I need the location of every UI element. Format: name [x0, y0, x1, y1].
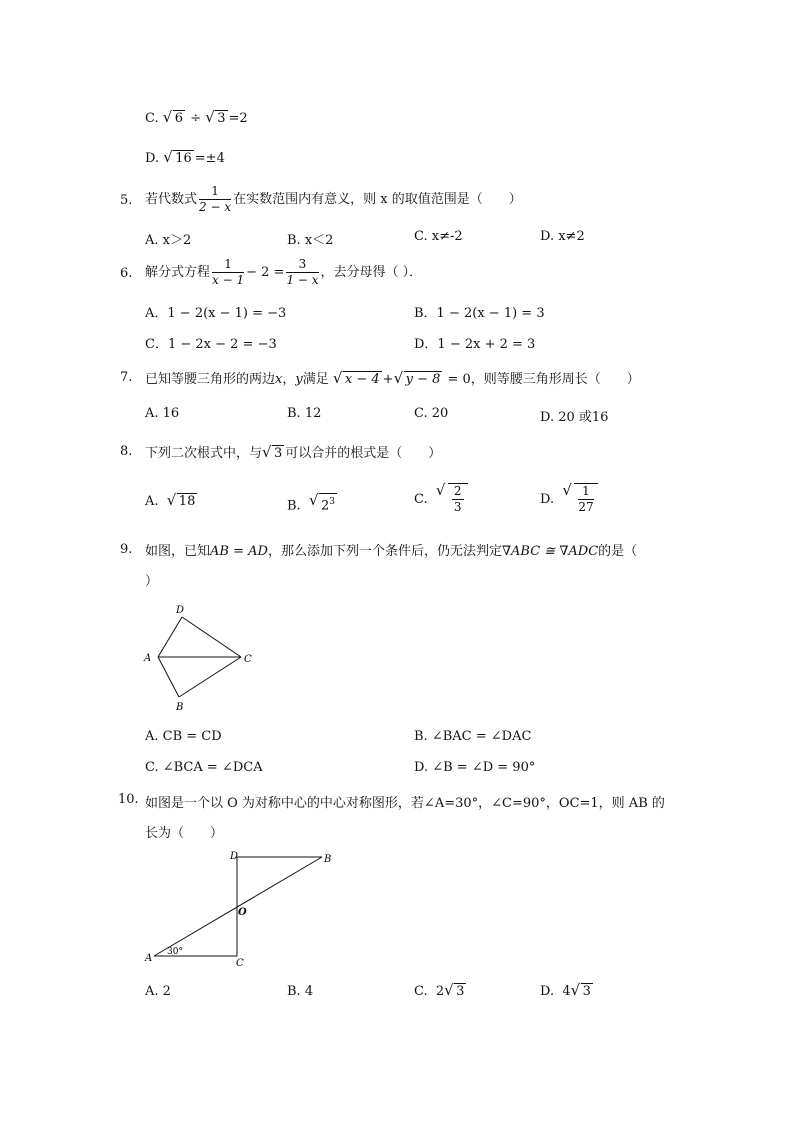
- q7-option-c: C. 20: [414, 406, 449, 421]
- q8-number: 8.: [120, 444, 133, 459]
- q5-option-d: D. x≠2: [540, 229, 585, 244]
- q9-segment-dc: [182, 617, 241, 657]
- q9-label-d: D: [176, 605, 185, 616]
- q5-stem: 若代数式 $\frac{1}{2 - x}$ 在实数范围内有意义，则 x 的取值范围是（ ）: [145, 184, 522, 214]
- q10-label-d: D: [230, 851, 239, 862]
- q10-stem-line1: 如图是一个以 O 为对称中心的中心对称图形，若∠A=30°，∠C=90°，OC=1，则 AB 的: [145, 796, 665, 811]
- q8-option-a: A. √ 18: [145, 493, 198, 510]
- q9-label-c: C: [244, 654, 252, 665]
- q10-stem-line2: 长为（ ）: [145, 826, 224, 841]
- q10-option-c: C. 2√ 3: [414, 983, 467, 1000]
- q10-option-a: A. 2: [145, 984, 171, 999]
- q7-number: 7.: [120, 370, 133, 385]
- q9-option-b: B. ∠BAC = ∠DAC: [414, 729, 532, 744]
- q9-option-a: A. CB = CD: [145, 729, 222, 744]
- q6-option-d: D．1 − 2x + 2 = 3: [414, 337, 536, 352]
- q5-option-c: C. x≠-2: [414, 229, 463, 244]
- q6-stem: 解分式方程 $\frac{1}{x - 1}$ − 2 = $\frac{3}{1 - x}$ ，去分母得（ ）．: [145, 257, 423, 287]
- q10-label-a: A: [145, 953, 153, 964]
- q9-number: 9.: [120, 542, 133, 557]
- q5-number: 5.: [120, 193, 133, 208]
- q5-option-a: A. x＞2: [145, 233, 192, 248]
- q7-option-d: D. 20 或16: [540, 410, 609, 425]
- q9-segment-ad: [158, 617, 182, 657]
- q6-option-b: B．1 − 2(x − 1) = 3: [414, 306, 545, 321]
- q10-angle-label: 30°: [167, 947, 183, 957]
- q10-label-o: O: [238, 907, 247, 918]
- q9-stem: 如图，已知AB = AD，那么添加下列一个条件后，仍无法判定∇ABC ≅ ∇ADC的是（: [145, 544, 638, 559]
- q9-option-c: C. ∠BCA = ∠DCA: [145, 760, 263, 775]
- q7-stem: 已知等腰三角形的两边x，y满足 √ x − 4 +√ y − 8 = 0，则等腰三角形周长（ ）: [145, 368, 640, 388]
- q6-option-a: A．1 − 2(x − 1) = −3: [145, 306, 287, 321]
- q4-option-c: C. √ 6 ÷ √ 3 =2: [145, 110, 248, 127]
- q9-segment-bc: [179, 657, 241, 697]
- q10-option-d: D. 4√ 3: [540, 983, 594, 1000]
- q10-label-b: B: [324, 854, 332, 865]
- q7-option-a: A. 16: [145, 406, 180, 421]
- q10-option-b: B. 4: [287, 984, 314, 999]
- q9-label-b: B: [176, 702, 184, 713]
- q9-stem-line2: ）: [145, 574, 159, 589]
- q9-segment-ab: [158, 657, 179, 697]
- q5-option-b: B. x＜2: [287, 233, 334, 248]
- q10-number: 10.: [118, 792, 139, 807]
- q7-option-b: B. 12: [287, 406, 322, 421]
- q9-option-d: D. ∠B = ∠D = 90°: [414, 760, 536, 775]
- q6-number: 6.: [120, 266, 133, 281]
- q8-stem: 下列二次根式中，与√ 3 可以合并的根式是（ ）: [145, 442, 441, 462]
- q8-option-d: D. √ $\frac{1}{27}$: [540, 483, 599, 515]
- q10-label-c: C: [236, 958, 244, 969]
- q6-option-c: C．1 − 2x − 2 = −3: [145, 337, 277, 352]
- q10-figure: [140, 845, 350, 970]
- q9-figure: [140, 600, 260, 715]
- q8-option-b: B. √ $2^3$: [287, 493, 338, 514]
- q4-option-d: D. √ 16 =±4: [145, 150, 225, 167]
- q8-option-c: C. √ $\frac{2}{3}$: [414, 483, 469, 515]
- q9-label-a: A: [144, 653, 152, 664]
